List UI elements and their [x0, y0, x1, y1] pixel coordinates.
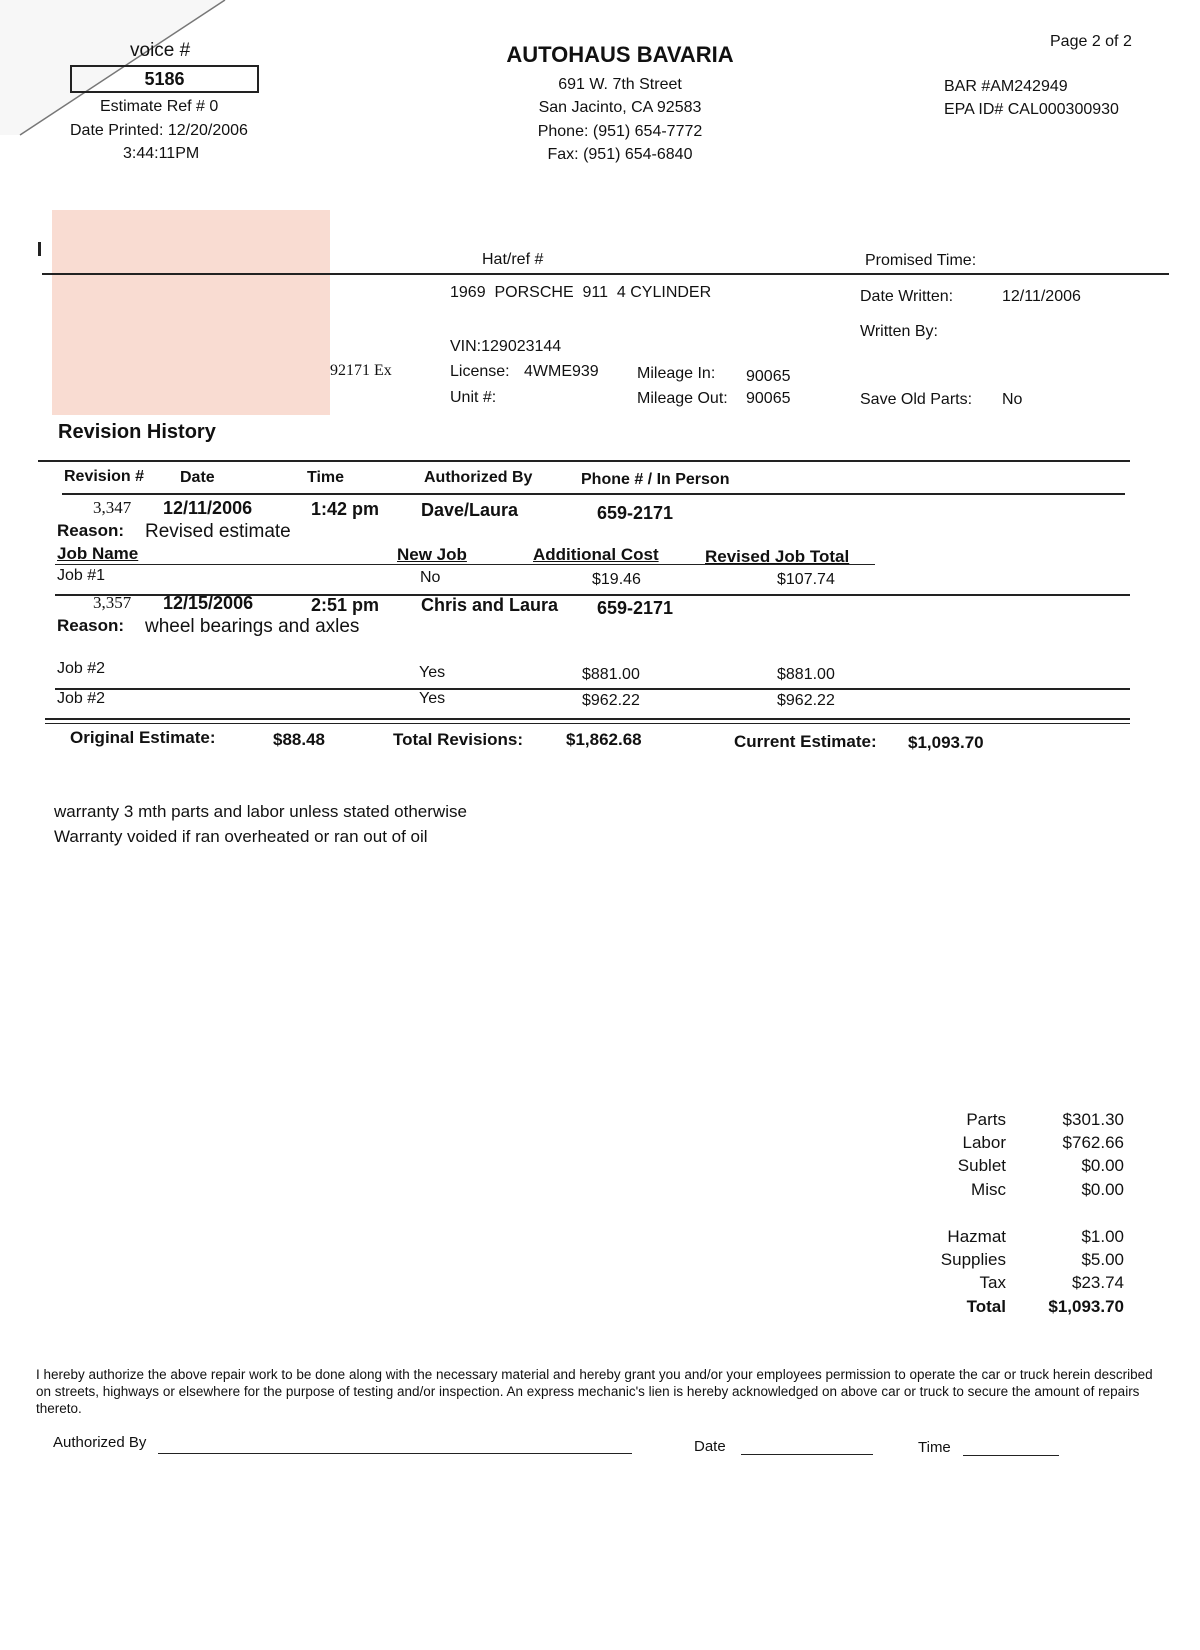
mileage-in-label: Mileage In:: [637, 365, 716, 382]
revision-number: 3,347: [93, 498, 132, 517]
totals-value: $762.66: [1062, 1133, 1124, 1152]
revision-time: 2:51 pm: [311, 595, 380, 615]
total-revisions-label: Total Revisions:: [393, 730, 524, 749]
col-header-time: Time: [307, 469, 345, 486]
vehicle-description: 1969 PORSCHE 911 4 CYLINDER: [450, 284, 712, 301]
totals-label: Supplies: [940, 1250, 1006, 1269]
revision-phone: 659-2171: [597, 503, 674, 523]
col-header-revision: Revision #: [64, 468, 145, 485]
page-number: Page 2 of 2: [1050, 33, 1132, 50]
section-line-stub: [38, 242, 41, 256]
totals-value: $1.00: [1081, 1227, 1124, 1246]
original-estimate-label: Original Estimate:: [70, 728, 216, 747]
shop-street: 691 W. 7th Street: [558, 76, 682, 93]
date-signature-line[interactable]: [741, 1454, 873, 1455]
shop-city: San Jacinto, CA 92583: [538, 99, 702, 116]
revision-history-title: Revision History: [58, 421, 216, 443]
totals-value: $1,093.70: [1048, 1297, 1124, 1316]
customer-zip-fragment: 92171 Ex: [330, 362, 392, 379]
job-new: Yes: [419, 690, 446, 707]
totals-value: $0.00: [1081, 1180, 1124, 1199]
totals-label: Misc: [971, 1180, 1006, 1199]
job-revised-total: $881.00: [777, 666, 835, 683]
license-value: 4WME939: [524, 363, 599, 380]
save-old-parts: No: [1002, 391, 1023, 408]
time-signature-line[interactable]: [963, 1455, 1059, 1456]
revision-number: 3,357: [93, 593, 132, 612]
reason-label: Reason:: [57, 521, 125, 540]
header-divider: [62, 493, 1125, 495]
reason-text: Revised estimate: [145, 521, 291, 542]
job-header-divider: [55, 564, 875, 565]
shop-phone: Phone: (951) 654-7772: [537, 123, 703, 140]
job-revised-total: $107.74: [777, 571, 835, 588]
job-name: Job #2: [57, 690, 106, 707]
revision-top-divider: [38, 460, 1130, 462]
job-name: Job #2: [57, 660, 106, 677]
date-written-label: Date Written:: [860, 288, 954, 305]
warranty-line: Warranty voided if ran overheated or ran out of oil: [54, 827, 428, 846]
revision-authorized-by: Dave/Laura: [421, 500, 519, 520]
promised-time-label: Promised Time:: [865, 252, 977, 269]
reason-label: Reason:: [57, 616, 125, 635]
totals-value: $301.30: [1062, 1110, 1124, 1129]
bar-number: BAR #AM242949: [944, 78, 1068, 95]
job-name: Job #1: [57, 567, 106, 584]
totals-label: Parts: [966, 1110, 1006, 1129]
authorized-by-label: Authorized By: [53, 1434, 147, 1451]
mileage-in: 90065: [746, 368, 791, 385]
shop-name: AUTOHAUS BAVARIA: [506, 42, 734, 67]
revision-date: 12/11/2006: [163, 498, 253, 518]
summary-divider-1: [45, 718, 1130, 720]
save-old-parts-label: Save Old Parts:: [860, 391, 973, 408]
written-by-label: Written By:: [860, 323, 938, 340]
mileage-out-label: Mileage Out:: [637, 390, 728, 407]
invoice-label: voice #: [130, 40, 191, 61]
authorized-by-signature-line[interactable]: [158, 1453, 632, 1454]
totals-value: $5.00: [1081, 1250, 1124, 1269]
totals-label: Labor: [962, 1133, 1006, 1152]
totals-value: $0.00: [1081, 1156, 1124, 1175]
col-header-authorized: Authorized By: [424, 469, 533, 486]
current-estimate: $1,093.70: [908, 733, 984, 752]
epa-id: EPA ID# CAL000300930: [944, 101, 1119, 118]
job-new: Yes: [419, 664, 446, 681]
job-additional-cost: $19.46: [592, 571, 641, 588]
unit-label: Unit #:: [450, 389, 497, 406]
totals-label: Sublet: [957, 1156, 1006, 1175]
estimate-ref: Estimate Ref # 0: [100, 98, 219, 115]
date-written: 12/11/2006: [1002, 288, 1081, 305]
warranty-line: warranty 3 mth parts and labor unless stated otherwise: [54, 802, 467, 821]
original-estimate: $88.48: [273, 730, 325, 749]
col-header-date: Date: [180, 469, 215, 486]
time-label: Time: [918, 1439, 951, 1456]
revision-phone: 659-2171: [597, 598, 674, 618]
summary-divider-2: [45, 723, 1130, 724]
totals-value: $23.74: [1072, 1273, 1124, 1292]
job-header-name: Job Name: [57, 544, 139, 563]
current-estimate-label: Current Estimate:: [734, 732, 877, 751]
col-header-phone: Phone # / In Person: [581, 471, 730, 488]
license-label: License:: [450, 363, 510, 380]
totals-label: Total: [966, 1297, 1006, 1316]
authorization-text: I hereby authorize the above repair work to be done along with the necessary material and hereby grant you and/or your employees permission to operate the car or truck herein described on streets, highways or elsewhere for the purpose of testing and/or inspection. An express mechanic's lien is hereby acknowledged on above car or truck to secure the amount of repairs thereto.: [36, 1367, 1153, 1416]
job-new: No: [420, 569, 441, 586]
job-additional-cost: $881.00: [582, 666, 640, 683]
totals-label: Hazmat: [947, 1227, 1006, 1246]
revision-date: 12/15/2006: [163, 593, 254, 613]
invoice-number: 5186: [144, 69, 185, 89]
vehicle-divider: [42, 273, 1169, 275]
vin: VIN:129023144: [450, 338, 562, 355]
shop-fax: Fax: (951) 654-6840: [547, 146, 693, 163]
redacted-customer-block: [52, 210, 330, 415]
job-additional-cost: $962.22: [582, 692, 640, 709]
totals-label: Tax: [979, 1273, 1006, 1292]
date-printed: Date Printed: 12/20/2006: [70, 122, 248, 139]
total-revisions: $1,862.68: [566, 730, 642, 749]
job-header-new: New Job: [397, 545, 467, 564]
mileage-out: 90065: [746, 390, 791, 407]
revision-authorized-by: Chris and Laura: [421, 595, 559, 615]
date-label: Date: [694, 1438, 726, 1455]
hat-ref-label: Hat/ref #: [482, 251, 544, 268]
invoice-number-box: [70, 65, 259, 93]
job-header-additional: Additional Cost: [533, 545, 659, 564]
job-revised-total: $962.22: [777, 692, 835, 709]
time-printed: 3:44:11PM: [123, 145, 200, 162]
job-header-revised: Revised Job Total: [705, 547, 850, 566]
job-divider: [55, 688, 1130, 690]
revision-time: 1:42 pm: [311, 499, 380, 519]
reason-text: wheel bearings and axles: [145, 616, 360, 637]
